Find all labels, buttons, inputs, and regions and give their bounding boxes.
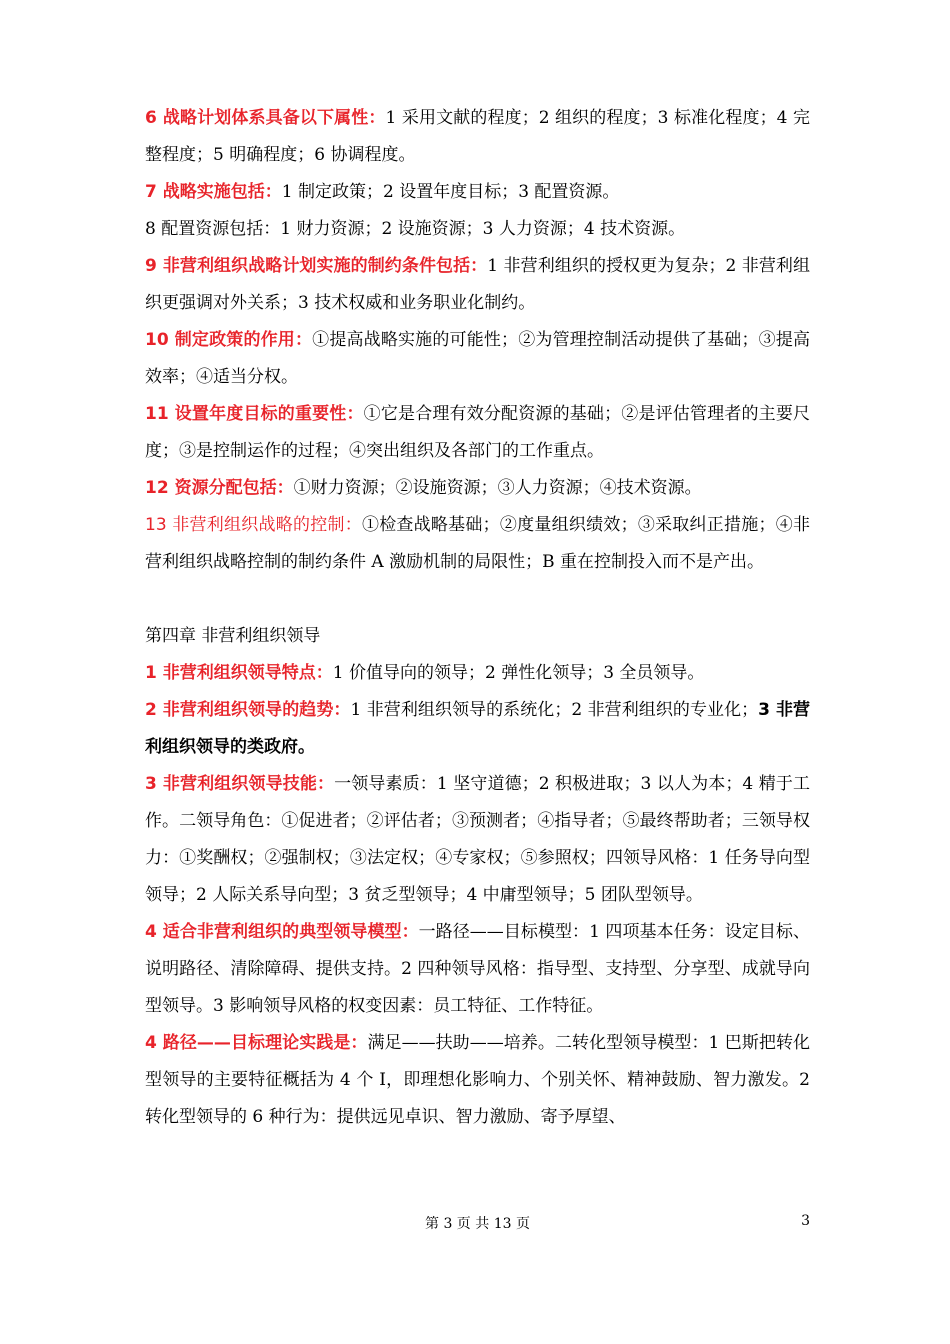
item-head: 9 非营利组织战略计划实施的制约条件包括： — [145, 256, 488, 276]
item-head: 13 非营利组织战略的控制： — [145, 515, 362, 535]
item-head: 11 设置年度目标的重要性： — [145, 404, 364, 424]
ch4-item-5 — [145, 1025, 810, 1136]
ch4-item-1 — [145, 655, 810, 692]
item-body: ①它是合理有效分配资源的基础；②是评估管理者的主要尺度；③是控制运作的过程；④突出组织及各部门的工作重点。 — [145, 404, 811, 461]
item-6 — [145, 100, 810, 174]
item-head: 1 非营利组织领导特点： — [145, 663, 333, 683]
page-number: 3 — [801, 1213, 810, 1229]
item-body: ①检查战略基础；②度量组织绩效；③采取纠正措施；④非营利组织战略控制的制约条件 A 激励机制的局限性；B 重在控制投入而不是产出。 — [145, 515, 811, 572]
item-body: 8 配置资源包括：1 财力资源；2 设施资源；3 人力资源；4 技术资源。 — [145, 219, 686, 239]
item-head: 2 非营利组织领导的趋势： — [145, 700, 351, 720]
page-counter: 第 3 页 共 13 页 — [425, 1216, 530, 1232]
item-body: 一路径——目标模型：1 四项基本任务：设定目标、说明路径、清除障碍、提供支持。2 四种领导风格：指导型、支持型、分享型、成就导向型领导。3 影响领导风格的权变因素：员工特征、工作特征。 — [145, 922, 810, 1016]
item-body: 1 非营利组织的授权更为复杂；2 非营利组织更强调对外关系；3 技术权威和业务职业化制约。 — [145, 256, 810, 313]
item-8 — [145, 211, 810, 248]
document-body — [145, 100, 810, 1136]
page-footer — [145, 1213, 810, 1235]
item-11 — [145, 396, 810, 470]
item-head: 6 战略计划体系具备以下属性： — [145, 108, 386, 128]
item-9 — [145, 248, 810, 322]
item-body: 1 采用文献的程度；2 组织的程度；3 标准化程度；4 完整程度；5 明确程度；6 协调程度。 — [145, 108, 810, 165]
item-13 — [145, 507, 810, 581]
item-body: 1 价值导向的领导；2 弹性化领导；3 全员领导。 — [332, 663, 705, 683]
chapter-title: 第四章 非营利组织领导 — [145, 626, 321, 646]
item-body: 1 制定政策；2 设置年度目标；3 配置资源。 — [281, 182, 620, 202]
item-12 — [145, 470, 810, 507]
item-body: ①提高战略实施的可能性；②为管理控制活动提供了基础；③提高效率；④适当分权。 — [145, 330, 810, 387]
item-head: 4 适合非营利组织的典型领导模型： — [145, 922, 419, 942]
item-body: 满足——扶助——培养。二转化型领导模型：1 巴斯把转化型领导的主要特征概括为 4 个 I，即理想化影响力、个别关怀、精神鼓励、智力激发。2 转化型领导的 6 种行为：提供远见卓识、智力激励、寄予厚望、 — [145, 1033, 811, 1127]
item-body: 1 非营利组织领导的系统化；2 非营利组织的专业化； — [350, 700, 759, 720]
item-head: 3 非营利组织领导技能： — [145, 774, 335, 794]
item-head: 10 制定政策的作用： — [145, 330, 313, 350]
item-body: ①财力资源；②设施资源；③人力资源；④技术资源。 — [293, 478, 702, 498]
item-7 — [145, 174, 810, 211]
item-head: 7 战略实施包括： — [145, 182, 282, 202]
ch4-item-3 — [145, 766, 810, 914]
item-head: 4 路径——目标理论实践是： — [145, 1033, 368, 1053]
item-bold-tail: 3 非营利组织领导的类政府。 — [145, 700, 811, 757]
item-body: 一领导素质：1 坚守道德；2 积极进取；3 以人为本；4 精于工作。二领导角色：①促进者；②评估者；③预测者；④指导者；⑤最终帮助者；三领导权力：①奖酬权；②强制权；③法定权；④专家权；⑤参照权；四领导风格：1 任务导向型领导；2 人际关系导向型；3 贫乏型领导；4 中庸型领导；5 团队型领导。 — [145, 774, 810, 905]
ch4-item-2 — [145, 692, 810, 766]
item-10 — [145, 322, 810, 396]
item-head: 12 资源分配包括： — [145, 478, 294, 498]
ch4-item-4 — [145, 914, 810, 1025]
